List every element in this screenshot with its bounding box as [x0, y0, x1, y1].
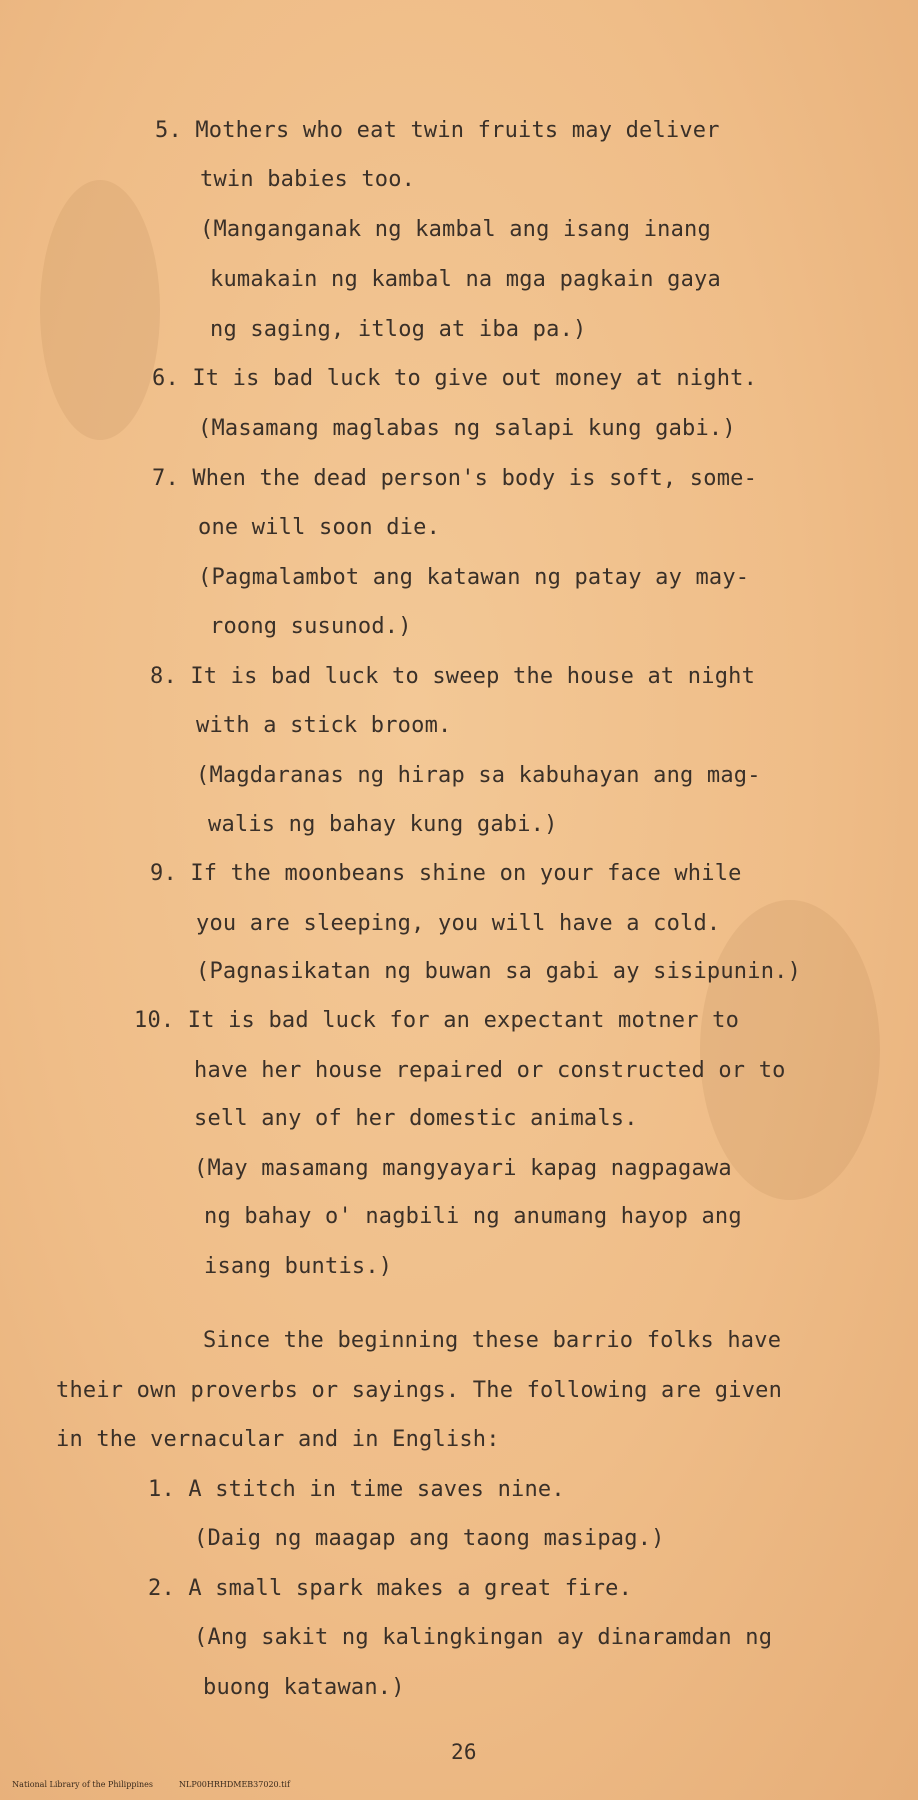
text-line: roong susunod.) [210, 614, 412, 639]
text-line: 9. If the moonbeans shine on your face while [150, 861, 742, 886]
scan-footer [2, 1771, 316, 1798]
text-line: 6. It is bad luck to give out money at night. [152, 366, 758, 391]
text-line: 1. A stitch in time saves nine. [148, 1477, 565, 1502]
text-line: 7. When the dead person's body is soft, some- [152, 466, 758, 491]
text-line: buong katawan.) [203, 1675, 405, 1700]
text-line: 8. It is bad luck to sweep the house at night [150, 664, 756, 689]
text-line: kumakain ng kambal na mga pagkain gaya [210, 267, 721, 292]
text-line: 2. A small spark makes a great fire. [148, 1576, 633, 1601]
text-line: you are sleeping, you will have a cold. [196, 911, 721, 936]
text-line: one will soon die. [198, 515, 441, 540]
text-line: sell any of her domestic animals. [194, 1106, 638, 1131]
library-credit: National Library of the Philippines [12, 1780, 153, 1789]
text-line: ng saging, itlog at iba pa.) [210, 317, 587, 342]
text-line: (Magdaranas ng hirap sa kabuhayan ang mag- [196, 763, 761, 788]
text-line: (Manganganak ng kambal ang isang inang [200, 217, 711, 242]
text-line: 10. It is bad luck for an expectant motner to [134, 1008, 740, 1033]
text-line: isang buntis.) [204, 1254, 393, 1279]
text-line: (Ang sakit ng kalingkingan ay dinaramdan ng [194, 1625, 773, 1650]
text-line: (Pagnasikatan ng buwan sa gabi ay sisipunin.) [196, 959, 802, 984]
file-id: NLP00HRHDMEB37020.tif [179, 1780, 290, 1789]
paper-stain [40, 180, 160, 440]
text-line: (May masamang mangyayari kapag nagpagawa [194, 1156, 732, 1181]
text-line: Since the beginning these barrio folks have [203, 1328, 782, 1353]
text-line: have her house repaired or constructed or to [194, 1058, 786, 1083]
text-line: ng bahay o' nagbili ng anumang hayop ang [204, 1204, 742, 1229]
text-line: walis ng bahay kung gabi.) [208, 812, 558, 837]
text-line: (Masamang maglabas ng salapi kung gabi.) [198, 416, 736, 441]
text-line: (Pagmalambot ang katawan ng patay ay may- [198, 565, 750, 590]
text-line: 5. Mothers who eat twin fruits may deliver [155, 118, 720, 143]
text-line: (Daig ng maagap ang taong masipag.) [194, 1526, 665, 1551]
text-line: their own proverbs or sayings. The following are given [56, 1378, 783, 1403]
page-number: 26 [451, 1740, 477, 1764]
text-line: in the vernacular and in English: [56, 1427, 500, 1452]
text-line: with a stick broom. [196, 713, 452, 738]
text-line: twin babies too. [200, 167, 416, 192]
